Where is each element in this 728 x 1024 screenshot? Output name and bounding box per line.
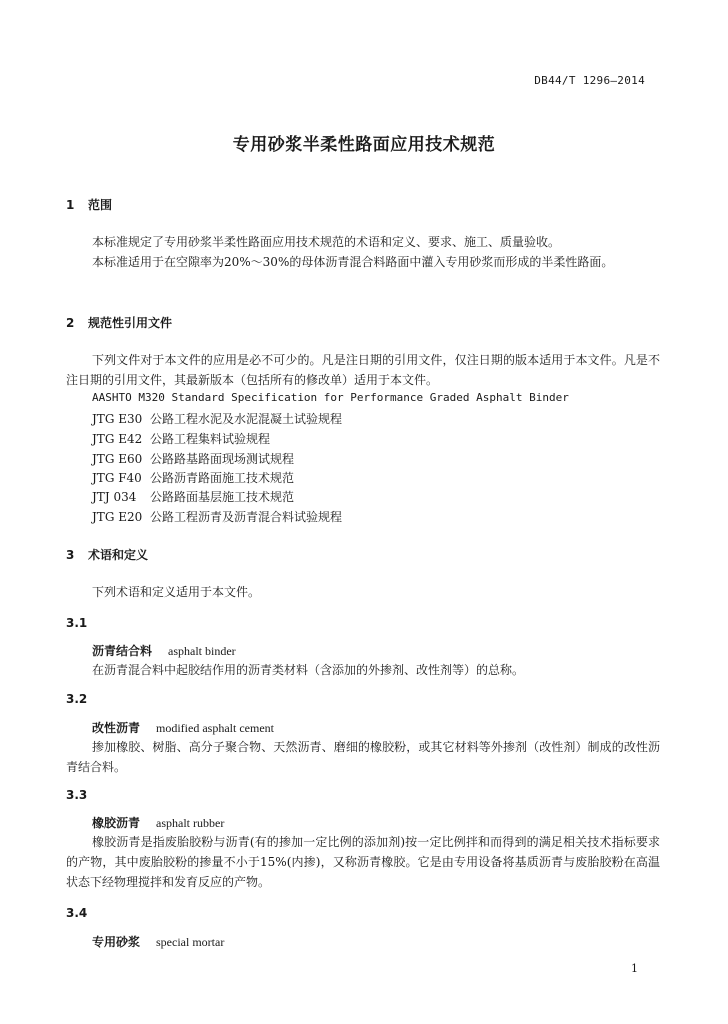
section-number: 2: [66, 316, 75, 330]
section-heading-scope: [66, 196, 112, 213]
clause-number: 3.3: [66, 788, 88, 802]
page-number: 1: [631, 962, 638, 975]
reference-title: 公路沥青路面施工技术规范: [150, 471, 295, 485]
term-english: asphalt rubber: [156, 816, 225, 830]
reference-item: [92, 469, 294, 486]
term-entry: [92, 642, 236, 659]
term-entry: [92, 933, 224, 950]
term-english: special mortar: [156, 935, 225, 949]
term-chinese: 橡胶沥青: [92, 816, 141, 830]
term-chinese: 沥青结合料: [92, 644, 153, 658]
scope-paragraph-2: 本标准适用于在空隙率为20%～30%的母体沥青混合料路面中灌入专用砂浆而形成的半柔性路面。: [92, 255, 614, 269]
term-english: asphalt binder: [168, 644, 236, 658]
section-title: 范围: [88, 198, 113, 212]
term-chinese: 专用砂浆: [92, 935, 141, 949]
reference-title: Standard Specification for Performance Graded Asphalt Binder: [171, 391, 569, 404]
section-number: 1: [66, 198, 75, 212]
reference-code: JTJ 034: [92, 490, 137, 504]
clause-number: 3.4: [66, 906, 88, 920]
reference-title: 公路工程水泥及水泥混凝土试验规程: [150, 412, 343, 426]
reference-code: JTG E42: [92, 432, 143, 446]
section-title: 规范性引用文件: [88, 316, 173, 330]
standard-code: DB44/T 1296—2014: [534, 74, 645, 87]
term-definition: 在沥青混合料中起胶结作用的沥青类材料（含添加的外掺剂、改性剂等）的总称。: [92, 663, 525, 677]
reference-code: JTG F40: [92, 471, 142, 485]
section-heading-terms: [66, 546, 148, 563]
reference-title: 公路路面基层施工技术规范: [150, 490, 295, 504]
term-definition: 掺加橡胶、树脂、高分子聚合物、天然沥青、磨细的橡胶粉，或其它材料等外掺剂（改性剂）制成的改性沥青结合料。: [66, 740, 660, 774]
normative-intro-paragraph: 下列文件对于本文件的应用是必不可少的。凡是注日期的引用文件，仅注日期的版本适用于本文件。凡是不注日期的引用文件，其最新版本（包括所有的修改单）适用于本文件。: [66, 353, 660, 387]
reference-title: 公路工程沥青及沥青混合料试验规程: [150, 510, 343, 524]
reference-item: [92, 430, 270, 447]
reference-code: AASHTO M320: [92, 391, 165, 404]
clause-number: 3.2: [66, 692, 88, 706]
reference-code: JTG E30: [92, 412, 143, 426]
reference-item: [92, 391, 569, 404]
section-heading-normative-references: [66, 314, 172, 331]
reference-code: JTG E60: [92, 452, 143, 466]
document-title: 专用砂浆半柔性路面应用技术规范: [232, 135, 496, 155]
term-entry: [92, 814, 224, 831]
reference-item: [92, 508, 342, 525]
reference-code: JTG E20: [92, 510, 143, 524]
section-title: 术语和定义: [88, 548, 149, 562]
reference-title: 公路工程集料试验规程: [150, 432, 271, 446]
clause-number: 3.1: [66, 616, 88, 630]
section-number: 3: [66, 548, 75, 562]
term-chinese: 改性沥青: [92, 721, 141, 735]
reference-title: 公路路基路面现场测试规程: [150, 452, 295, 466]
term-entry: [92, 719, 274, 736]
term-definition: 橡胶沥青是指废胎胶粉与沥青(有的掺加一定比例的添加剂)按一定比例拌和而得到的满足相关技术指标要求的产物，其中废胎胶粉的掺量不小于15%(内掺)，又称沥青橡胶。它是由专用设备将基质沥青与废胎胶粉在高温状态下经物理搅拌和发育反应的产物。: [66, 835, 660, 889]
reference-item: [92, 410, 342, 427]
reference-item: [92, 488, 294, 505]
term-english: modified asphalt cement: [156, 721, 274, 735]
scope-paragraph-1: 本标准规定了专用砂浆半柔性路面应用技术规范的术语和定义、要求、施工、质量验收。: [92, 235, 561, 249]
terms-intro-paragraph: 下列术语和定义适用于本文件。: [92, 585, 261, 599]
reference-item: [92, 450, 294, 467]
